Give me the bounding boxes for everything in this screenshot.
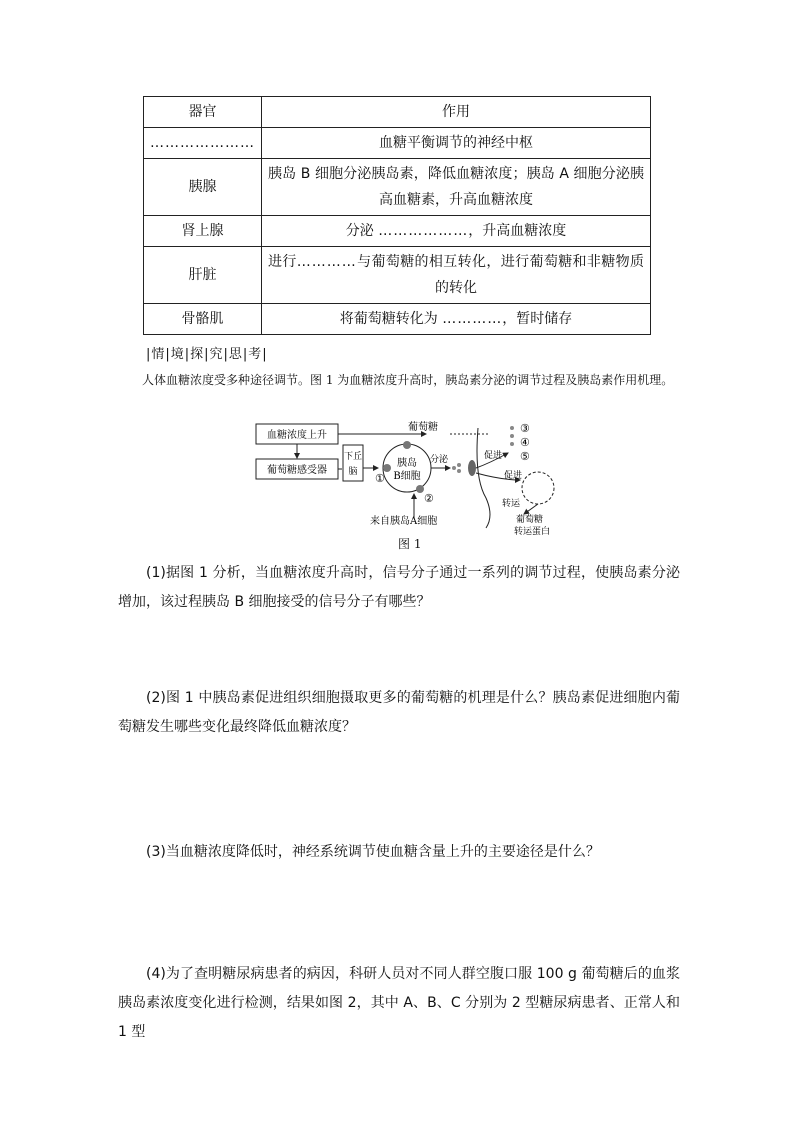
function-text: 进行 bbox=[268, 254, 297, 270]
organ-cell: 肝脏 bbox=[144, 247, 262, 304]
section-tag: |情|境|探|究|思|考| bbox=[146, 347, 268, 362]
number-5: ⑤ bbox=[520, 450, 530, 463]
header-organ: 器官 bbox=[144, 97, 262, 128]
question-1: (1)据图 1 分析，当血糖浓度升高时，信号分子通过一系列的调节过程，使胰岛素分泌增加，该过程胰岛 B 细胞接受的信号分子有哪些？ bbox=[118, 565, 680, 610]
number-4: ④ bbox=[520, 436, 530, 449]
table-row bbox=[144, 304, 651, 335]
fill-blank: ……………… bbox=[378, 223, 469, 239]
insulin-receptor bbox=[468, 460, 476, 476]
fill-blank: ………………… bbox=[150, 135, 255, 151]
header-function: 作用 bbox=[262, 97, 651, 128]
organ-cell: 骨骼肌 bbox=[144, 304, 262, 335]
number-2: ② bbox=[424, 492, 434, 505]
question-2: (2)图 1 中胰岛素促进组织细胞摄取更多的葡萄糖的机理是什么？胰岛素促进细胞内葡萄糖发生哪些变化最终降低血糖浓度？ bbox=[118, 690, 680, 735]
glucose-rise-label: 血糖浓度上升 bbox=[267, 430, 327, 441]
organ-blank bbox=[144, 128, 262, 159]
promote-label-1: 促进 bbox=[484, 451, 503, 461]
table-row bbox=[144, 216, 651, 247]
intro-paragraph: 人体血糖浓度受多种途径调节。图 1 为血糖浓度升高时，胰岛素分泌的调节过程及胰岛素作用机理。 bbox=[142, 373, 674, 387]
from-a-cell-label: 来自胰岛A细胞 bbox=[370, 516, 438, 527]
figure-1-diagram bbox=[250, 418, 580, 553]
function-cell: 血糖平衡调节的神经中枢 bbox=[262, 128, 651, 159]
function-cell bbox=[262, 247, 651, 304]
tissue-cell-membrane bbox=[477, 428, 490, 528]
function-text: 分泌 bbox=[345, 223, 379, 239]
function-cell: 胰岛 B 细胞分泌胰岛素，降低血糖浓度；胰岛 A 细胞分泌胰高血糖素，升高血糖浓度 bbox=[262, 159, 651, 216]
receptor-dot bbox=[416, 485, 424, 493]
secrete-label: 分泌 bbox=[430, 455, 449, 465]
function-text: 与葡萄糖的相互转化，进行葡萄糖和非糖物质的转化 bbox=[356, 254, 645, 296]
receptor-label: 葡萄糖感受器 bbox=[267, 465, 327, 476]
number-3: ③ bbox=[520, 422, 530, 435]
question-3: (3)当血糖浓度降低时，神经系统调节使血糖含量上升的主要途径是什么？ bbox=[146, 844, 600, 860]
glucose-label: 葡萄糖 bbox=[408, 422, 438, 433]
transporter-label-1: 葡萄糖 bbox=[516, 515, 544, 525]
transporter-label-2: 转运蛋白 bbox=[514, 527, 551, 537]
figure-caption: 图 1 bbox=[398, 537, 422, 551]
hypothalamus-label-2: 脑 bbox=[348, 467, 358, 477]
organ-cell: 胰腺 bbox=[144, 159, 262, 216]
hypothalamus-label-1: 下丘 bbox=[343, 452, 363, 462]
vesicle bbox=[522, 472, 554, 504]
function-text: 将葡萄糖转化为 bbox=[339, 311, 443, 327]
fill-blank: ………… bbox=[442, 311, 503, 327]
receptor-dot bbox=[383, 464, 391, 472]
function-cell bbox=[262, 216, 651, 247]
number-1: ① bbox=[375, 472, 385, 485]
table-row bbox=[144, 128, 651, 159]
function-text: ，暂时储存 bbox=[502, 311, 573, 327]
islet-label-1: 胰岛 bbox=[397, 458, 417, 469]
receptor-dot bbox=[403, 441, 411, 449]
table-row bbox=[144, 247, 651, 304]
transport-label: 转运 bbox=[502, 499, 521, 509]
question-4: (4)为了查明糖尿病患者的病因，科研人员对不同人群空腹口服 100 g 葡萄糖后的血浆胰岛素浓度变化进行检测，结果如图 2，其中 A、B、C 分别为 2 型糖尿病患者、正常人和 1 型 bbox=[118, 966, 680, 1040]
table-row bbox=[144, 159, 651, 216]
function-cell bbox=[262, 304, 651, 335]
organ-function-table bbox=[143, 96, 651, 335]
islet-label-2: B细胞 bbox=[393, 471, 421, 482]
table-header-row bbox=[144, 97, 651, 128]
fill-blank: ………… bbox=[296, 254, 357, 270]
promote-label-2: 促进 bbox=[504, 471, 523, 481]
function-text: ，升高血糖浓度 bbox=[468, 223, 567, 239]
organ-cell: 肾上腺 bbox=[144, 216, 262, 247]
